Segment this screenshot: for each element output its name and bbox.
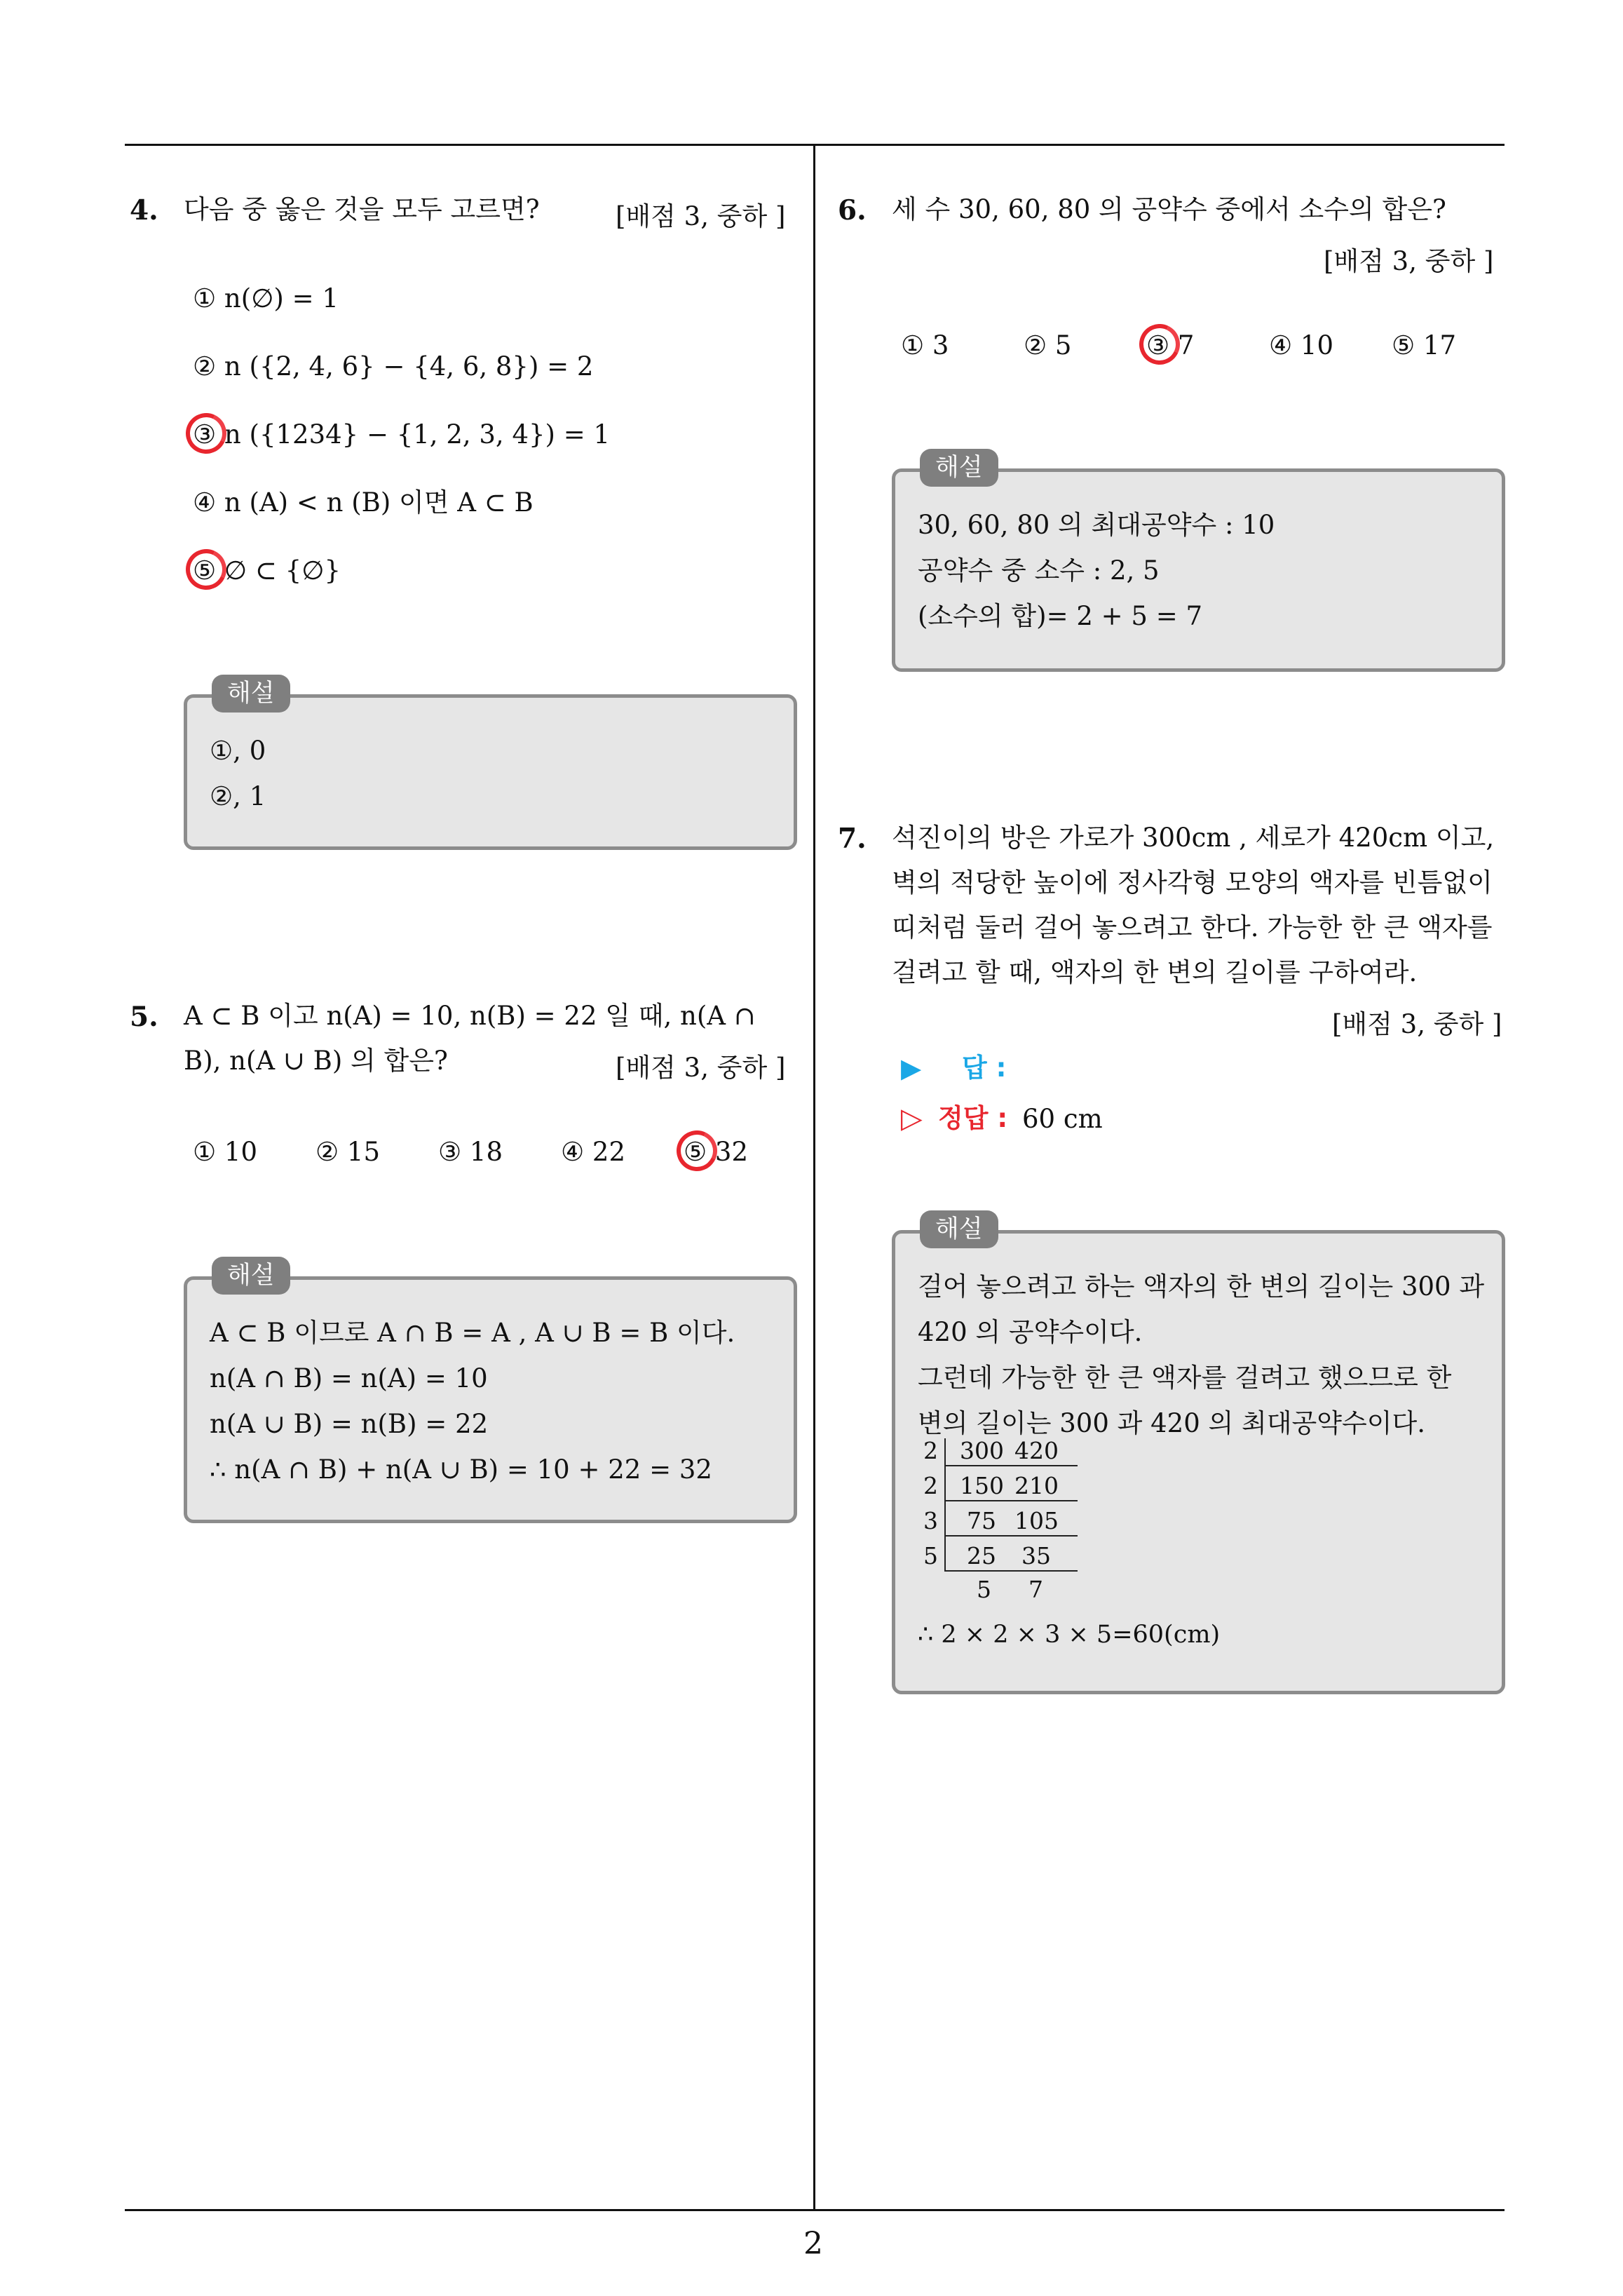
q7-explanation-box xyxy=(892,1230,1505,1694)
q7-explanation-line-1: 걸어 놓으려고 하는 액자의 한 변의 길이는 300 과 xyxy=(918,1271,1485,1302)
q6-text: 세 수 30, 60, 80 의 공약수 중에서 소수의 합은? xyxy=(892,194,1446,224)
q5-choice-3[interactable]: ③ 18 xyxy=(438,1137,503,1167)
q6-score: [배점 3, 중하 ] xyxy=(1324,246,1494,276)
q7-div-bracket xyxy=(944,1438,946,1570)
q7-correct-value: 60 cm xyxy=(1022,1104,1103,1134)
q6-explanation-box xyxy=(892,468,1505,672)
q7-correct-label: 정답 : xyxy=(938,1103,1008,1133)
q4-choice-4[interactable]: ④ n (A) < n (B) 이면 A ⊂ B xyxy=(193,487,534,518)
q7-div-row3-a: 75 xyxy=(967,1507,996,1534)
q5-explanation-box xyxy=(184,1276,797,1523)
q7-div-row2-b: 210 xyxy=(1014,1472,1059,1499)
q4-choice-5-answer-circle xyxy=(180,543,232,595)
q7-div-row1-divisor: 2 xyxy=(923,1437,938,1464)
q4-number: 4. xyxy=(130,194,158,227)
q6-choice-3-answer-circle xyxy=(1134,318,1186,370)
q5-score: [배점 3, 중하 ] xyxy=(616,1053,786,1083)
q6-number: 6. xyxy=(838,194,867,227)
q6-choice-1[interactable]: ① 3 xyxy=(901,330,949,360)
q7-correct-marker: ▷ xyxy=(901,1102,923,1135)
q4-text: 다음 중 옳은 것을 모두 고르면? xyxy=(184,194,540,224)
q7-div-row5-b: 7 xyxy=(1028,1576,1043,1603)
q5-explanation-line-2: n(A ∩ B) = n(A) = 10 xyxy=(210,1363,488,1393)
q5-choice-2[interactable]: ② 15 xyxy=(315,1137,381,1167)
center-divider xyxy=(813,144,815,2210)
q6-explanation-tag: 해설 xyxy=(920,449,998,487)
q6-choice-2[interactable]: ② 5 xyxy=(1024,330,1072,360)
q4-explanation-tag: 해설 xyxy=(212,675,290,713)
q7-line-3: 띠처럼 둘러 걸어 놓으려고 한다. 가능한 한 큰 액자를 xyxy=(892,912,1493,943)
q5-choice-1[interactable]: ① 10 xyxy=(193,1137,258,1167)
q7-number: 7. xyxy=(838,823,867,855)
q5-choice-5-answer-circle xyxy=(671,1125,723,1177)
q4-choice-3[interactable]: ③ n ({1234} − {1, 2, 3, 4}) = 1 xyxy=(193,419,611,450)
bottom-rule xyxy=(125,2209,1505,2211)
q6-explanation-line-3: (소수의 합)= 2 + 5 = 7 xyxy=(918,601,1203,631)
q7-score: [배점 3, 중하 ] xyxy=(1332,1009,1502,1039)
q7-div-row3-b: 105 xyxy=(1014,1507,1059,1534)
q7-conclusion: ∴ 2 × 2 × 3 × 5=60(cm) xyxy=(918,1621,1221,1649)
q7-div-row4-a: 25 xyxy=(967,1542,996,1569)
q7-div-line-2 xyxy=(944,1500,1078,1501)
q7-div-row5-a: 5 xyxy=(977,1576,991,1603)
q7-explanation-line-3: 그런데 가능한 한 큰 액자를 걸려고 했으므로 한 xyxy=(918,1363,1452,1393)
q7-explanation-line-4: 변의 길이는 300 과 420 의 최대공약수이다. xyxy=(918,1408,1425,1438)
q5-choice-5[interactable]: ⑤ 32 xyxy=(684,1137,749,1167)
q4-score: [배점 3, 중하 ] xyxy=(616,201,786,231)
q4-explanation-line-2: ②, 1 xyxy=(210,781,266,811)
q7-div-line-1 xyxy=(944,1465,1078,1466)
q7-div-row2-divisor: 2 xyxy=(923,1472,938,1499)
q7-explanation-tag: 해설 xyxy=(920,1210,998,1248)
q7-div-row2-a: 150 xyxy=(960,1472,1004,1499)
q4-explanation-box xyxy=(184,694,797,850)
q5-explanation-line-4: ∴ n(A ∩ B) + n(A ∪ B) = 10 + 22 = 32 xyxy=(210,1454,712,1485)
q7-answer-label: 답 : xyxy=(962,1053,1007,1083)
q4-choice-5[interactable]: ⑤ ∅ ⊂ {∅} xyxy=(193,555,341,586)
q7-explanation-line-2: 420 의 공약수이다. xyxy=(918,1317,1143,1347)
q7-div-row1-b: 420 xyxy=(1014,1437,1059,1464)
q7-line-4: 걸려고 할 때, 액자의 한 변의 길이를 구하여라. xyxy=(892,957,1418,987)
q6-explanation-line-1: 30, 60, 80 의 최대공약수 : 10 xyxy=(918,510,1275,540)
q7-div-row3-divisor: 3 xyxy=(923,1507,938,1534)
q4-choice-1[interactable]: ① n(∅) = 1 xyxy=(193,283,339,313)
q5-line-2: B), n(A ∪ B) 의 합은? xyxy=(184,1046,448,1076)
q5-explanation-tag: 해설 xyxy=(212,1257,290,1295)
q4-choice-3-answer-circle xyxy=(180,407,232,459)
q5-number: 5. xyxy=(130,1001,158,1033)
q7-div-line-4 xyxy=(944,1570,1078,1572)
q4-choice-2[interactable]: ② n ({2, 4, 6} − {4, 6, 8}) = 2 xyxy=(193,351,594,381)
q7-line-1: 석진이의 방은 가로가 300cm , 세로가 420cm 이고, xyxy=(892,823,1495,853)
page-number: 2 xyxy=(803,2226,823,2262)
q5-explanation-line-1: A ⊂ B 이므로 A ∩ B = A , A ∪ B = B 이다. xyxy=(210,1318,735,1348)
q6-choice-4[interactable]: ④ 10 xyxy=(1269,330,1334,360)
q7-answer-marker: ▶ xyxy=(901,1053,922,1083)
q7-div-row4-b: 35 xyxy=(1021,1542,1051,1569)
q6-explanation-line-2: 공약수 중 소수 : 2, 5 xyxy=(918,555,1160,586)
q4-explanation-line-1: ①, 0 xyxy=(210,736,266,766)
q5-line-1: A ⊂ B 이고 n(A) = 10, n(B) = 22 일 때, n(A ∩ xyxy=(184,1001,756,1031)
q5-choice-4[interactable]: ④ 22 xyxy=(561,1137,626,1167)
q7-div-row1-a: 300 xyxy=(960,1437,1004,1464)
q7-line-2: 벽의 적당한 높이에 정사각형 모양의 액자를 빈틈없이 xyxy=(892,867,1493,898)
q5-explanation-line-3: n(A ∪ B) = n(B) = 22 xyxy=(210,1409,489,1439)
q7-div-line-3 xyxy=(944,1535,1078,1537)
q6-choice-5[interactable]: ⑤ 17 xyxy=(1392,330,1457,360)
q7-div-row4-divisor: 5 xyxy=(923,1542,938,1569)
q7-division-ladder xyxy=(923,1437,1092,1619)
q6-choice-3[interactable]: ③ 7 xyxy=(1146,330,1195,360)
